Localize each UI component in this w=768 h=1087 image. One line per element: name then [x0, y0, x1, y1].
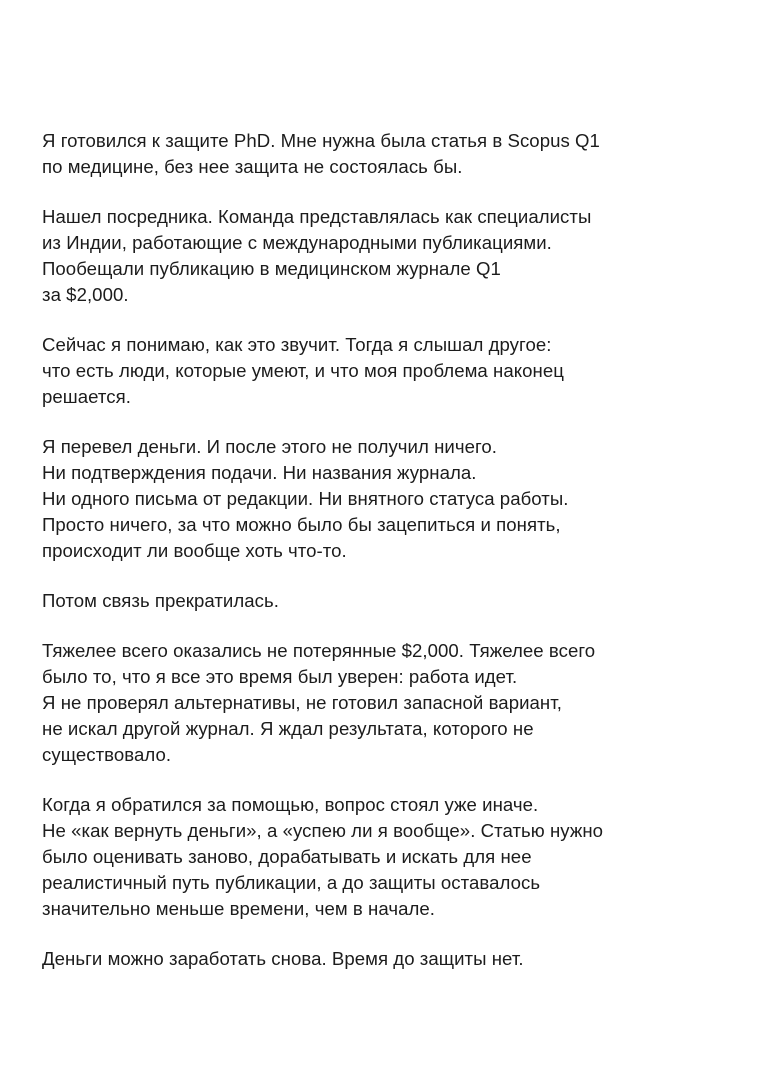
text-line: Просто ничего, за что можно было бы зацепиться и понять,	[42, 514, 561, 535]
paragraph-conclusion	[42, 946, 732, 972]
paragraph-payment	[42, 434, 732, 564]
text-line: было то, что я все это время был уверен: работа идет.	[42, 666, 518, 687]
text-line: Ни подтверждения подачи. Ни названия журнала.	[42, 462, 477, 483]
text-line: Потом связь прекратилась.	[42, 590, 279, 611]
text-line: Я перевел деньги. И после этого не получил ничего.	[42, 436, 498, 457]
text-line: реалистичный путь публикации, а до защиты оставалось	[42, 872, 541, 893]
text-line: было оценивать заново, дорабатывать и искать для нее	[42, 846, 532, 867]
text-line: Тяжелее всего оказались не потерянные $2,000. Тяжелее всего	[42, 640, 596, 661]
paragraph-contact-lost	[42, 588, 732, 614]
paragraph-asking-help	[42, 792, 732, 922]
text-line: Нашел посредника. Команда представлялась как специалисты	[42, 206, 592, 227]
text-line: что есть люди, которые умеют, и что моя проблема наконец	[42, 360, 564, 381]
text-line: по медицине, без нее защита не состоялась бы.	[42, 156, 463, 177]
text-line: значительно меньше времени, чем в начале.	[42, 898, 435, 919]
paragraph-phd-preparation	[42, 128, 732, 180]
paragraph-hardest-part	[42, 638, 732, 768]
text-line: Деньги можно заработать снова. Время до защиты нет.	[42, 948, 524, 969]
document-body	[42, 128, 732, 996]
text-line: Не «как вернуть деньги», а «успею ли я вообще». Статью нужно	[42, 820, 604, 841]
text-line: Сейчас я понимаю, как это звучит. Тогда я слышал другое:	[42, 334, 552, 355]
paragraph-reflection	[42, 332, 732, 410]
text-line: Когда я обратился за помощью, вопрос стоял уже иначе.	[42, 794, 539, 815]
paragraph-intermediary	[42, 204, 732, 308]
text-line: существовало.	[42, 744, 172, 765]
text-line: за $2,000.	[42, 284, 129, 305]
text-line: происходит ли вообще хоть что-то.	[42, 540, 347, 561]
text-line: Ни одного письма от редакции. Ни внятного статуса работы.	[42, 488, 569, 509]
text-line: Пообещали публикацию в медицинском журнале Q1	[42, 258, 501, 279]
text-line: не искал другой журнал. Я ждал результата, которого не	[42, 718, 534, 739]
text-line: Я готовился к защите PhD. Мне нужна была статья в Scopus Q1	[42, 130, 600, 151]
text-line: решается.	[42, 386, 131, 407]
text-line: из Индии, работающие с международными публикациями.	[42, 232, 552, 253]
text-line: Я не проверял альтернативы, не готовил запасной вариант,	[42, 692, 562, 713]
